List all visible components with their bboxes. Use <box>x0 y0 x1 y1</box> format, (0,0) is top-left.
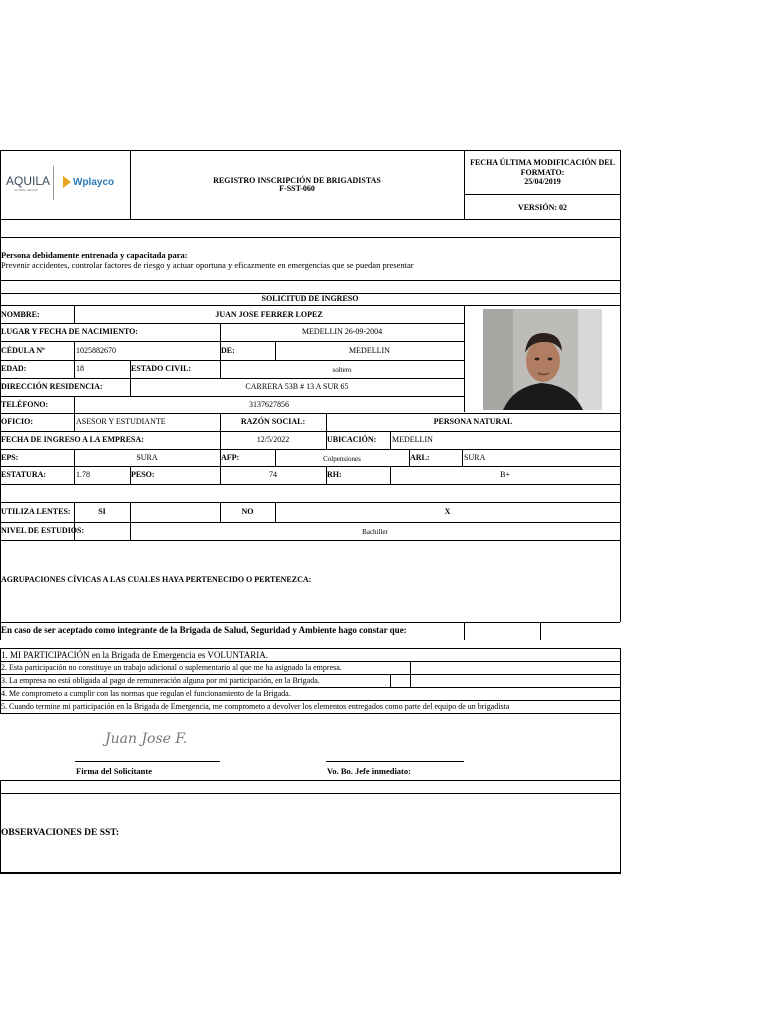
aquila-logo-sub: GLOBAL GROUP <box>14 188 38 192</box>
person-photo-icon <box>483 309 602 410</box>
peso-value: 74 <box>269 470 277 479</box>
intro-text: Prevenir accidentes, controlar factores de riesgo y actuar oportuna y eficazmente en emergencias que se puedan presentar <box>1 260 414 270</box>
nombre-label: NOMBRE: <box>1 310 40 319</box>
estatura-value: 1.78 <box>76 470 90 479</box>
lentes-label: UTILIZA LENTES: <box>1 507 71 516</box>
telefono-label: TELÉFONO: <box>1 400 49 409</box>
form-code: F-SST-060 <box>279 184 315 193</box>
afp-value: Colpensiones <box>323 455 361 463</box>
razon-social-label: RAZÓN SOCIAL: <box>240 417 306 426</box>
eps-value: SURA <box>136 453 158 462</box>
fecha-ingreso-label: FECHA DE INGRESO A LA EMPRESA: <box>1 435 144 444</box>
cedula-value: 1025882670 <box>76 346 116 355</box>
wplayco-mark-icon <box>62 175 72 189</box>
estado-civil-value: soltero <box>332 366 352 374</box>
peso-label: PESO: <box>131 470 155 479</box>
aquila-logo <box>6 174 51 192</box>
observaciones-label: OBSERVACIONES DE SST: <box>1 828 120 838</box>
vobo-jefe-label: Vo. Bo. Jefe inmediato: <box>327 766 411 776</box>
direccion-label: DIRECCIÓN RESIDENCIA: <box>1 382 103 391</box>
de-label: DE: <box>221 346 235 355</box>
item-2: 2. Esta participación no constituye un trabajo adicional o suplementario al que me ha asignado la empresa. <box>1 663 342 672</box>
firma-solicitante-label: Firma del Solicitante <box>76 766 153 776</box>
fecha-modificacion-value: 25/04/2019 <box>524 177 561 186</box>
estudios-value: Bachiller <box>362 528 388 536</box>
afp-label: AFP: <box>221 453 240 462</box>
fecha-ingreso-value: 12/5/2022 <box>256 435 290 444</box>
lentes-no-mark: X <box>444 507 451 516</box>
item-4: 4. Me comprometo a cumplir con las normas que regulan el funcionamiento de la Brigada. <box>1 689 291 698</box>
nombre-value: JUAN JOSE FERRER LOPEZ <box>215 310 323 319</box>
fecha-modificacion-label: FECHA ÚLTIMA MODIFICACIÓN DEL FORMATO: <box>470 158 615 177</box>
lentes-no-label: NO <box>241 507 254 516</box>
estatura-label: ESTATURA: <box>1 470 47 479</box>
ubicacion-label: UBICACIÓN: <box>327 435 377 444</box>
razon-social-value: PERSONA NATURAL <box>433 417 513 426</box>
lugar-nacimiento-label: LUGAR Y FECHA DE NACIMIENTO: <box>1 327 139 336</box>
item-1: 1. MI PARTICIPACIÓN en la Brigada de Emergencia es VOLUNTARIA. <box>1 650 268 660</box>
wplayco-logo-text: Wplayco <box>73 176 115 188</box>
cedula-label: CÉDULA Nº <box>1 346 45 355</box>
rh-value: B+ <box>500 470 510 479</box>
lentes-si-label: SI <box>98 507 106 516</box>
de-value: MEDELLIN <box>349 346 390 355</box>
estado-civil-label: ESTADO CIVIL: <box>131 364 192 373</box>
edad-value: 18 <box>76 364 84 373</box>
version-label: VERSIÓN: 02 <box>517 203 568 212</box>
item-5: 5. Cuando termine mi participación en la Brigada de Emergencia, me comprometo a devolver los elementos entregados como parte del equipo de un brigadista <box>1 702 510 711</box>
applicant-photo <box>483 309 602 410</box>
agrupaciones-label: AGRUPACIONES CÍVICAS A LAS CUALES HAYA PERTENECIDO O PERTENEZCA: <box>1 575 312 584</box>
eps-label: EPS: <box>1 453 19 462</box>
arl-label: ARL: <box>410 453 430 462</box>
lugar-nacimiento-value: MEDELLIN 26-09-2004 <box>301 327 383 336</box>
intro-heading: Persona debidamente entrenada y capacitada para: <box>1 250 188 260</box>
arl-value: SURA <box>464 453 486 462</box>
item-3: 3. La empresa no está obligada al pago de remuneración alguna por mi participación, en la Brigada. <box>1 676 320 685</box>
declaracion-text: En caso de ser aceptado como integrante de la Brigada de Salud, Seguridad y Ambiente hago constar que: <box>1 625 407 635</box>
handwritten-signature: Juan Jose F. <box>105 731 188 747</box>
ubicacion-value: MEDELLIN <box>392 435 433 444</box>
rh-label: RH: <box>327 470 342 479</box>
oficio-value: ASESOR Y ESTUDIANTE <box>76 417 166 426</box>
estudios-label: NIVEL DE ESTUDIOS: <box>1 526 85 535</box>
aquila-logo-text: AQUILA <box>6 174 51 188</box>
telefono-value: 3137627856 <box>249 400 289 409</box>
section-title: SOLICITUD DE INGRESO <box>261 294 359 303</box>
edad-label: EDAD: <box>1 364 27 373</box>
form-title: REGISTRO INSCRIPCIÓN DE BRIGADISTAS <box>213 176 381 185</box>
oficio-label: OFICIO: <box>1 417 33 426</box>
direccion-value: CARRERA 53B # 13 A SUR 65 <box>245 382 349 391</box>
wplayco-logo <box>62 175 114 189</box>
